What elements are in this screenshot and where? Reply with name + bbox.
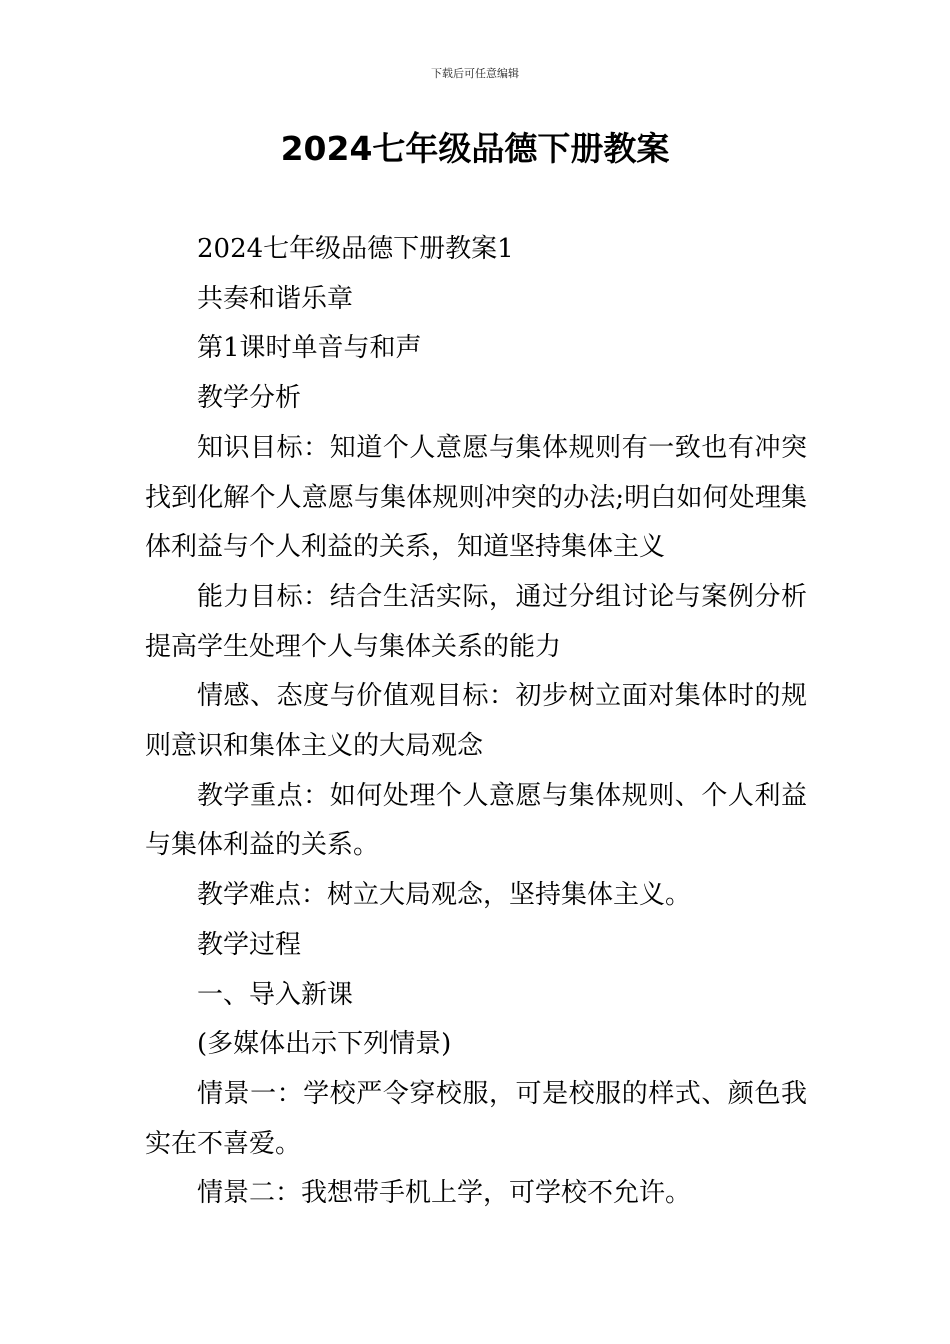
paragraph-knowledge-goal: 知识目标：知道个人意愿与集体规则有一致也有冲突找到化解个人意愿与集体规则冲突的办法;明白如何处理集体利益与个人利益的关系，知道坚持集体主义 [145,432,807,563]
paragraph-lesson-plan-heading: 2024七年级品德下册教案1 [197,234,514,264]
document-title: 2024七年级品德下册教案 [280,129,670,168]
paragraph-teaching-process: 教学过程 [197,929,302,960]
document-body [145,225,807,1219]
paragraph-multimedia-note: (多媒体出示下列情景) [197,1029,452,1060]
header-note: 下载后可任意编辑 [431,67,519,80]
paragraph-emotion-goal: 情感、态度与价值观目标：初步树立面对集体时的规则意识和集体主义的大局观念 [145,681,807,762]
paragraph-introduction: 一、导入新课 [197,979,354,1010]
paragraph-difficult-point: 教学难点：树立大局观念，坚持集体主义。 [197,880,692,911]
paragraph-teaching-analysis: 教学分析 [197,383,302,414]
paragraph-key-point: 教学重点：如何处理个人意愿与集体规则、个人利益与集体利益的关系。 [145,780,807,861]
paragraph-scenario-two: 情景二：我想带手机上学，可学校不允许。 [197,1178,692,1209]
paragraph-ability-goal: 能力目标：结合生活实际，通过分组讨论与案例分析提高学生处理个人与集体关系的能力 [145,581,807,662]
paragraph-lesson-title: 第1课时单音与和声 [197,333,422,364]
paragraph-unit-title: 共奏和谐乐章 [197,283,354,314]
paragraph-scenario-one: 情景一：学校严令穿校服，可是校服的样式、颜色我实在不喜爱。 [145,1078,807,1159]
